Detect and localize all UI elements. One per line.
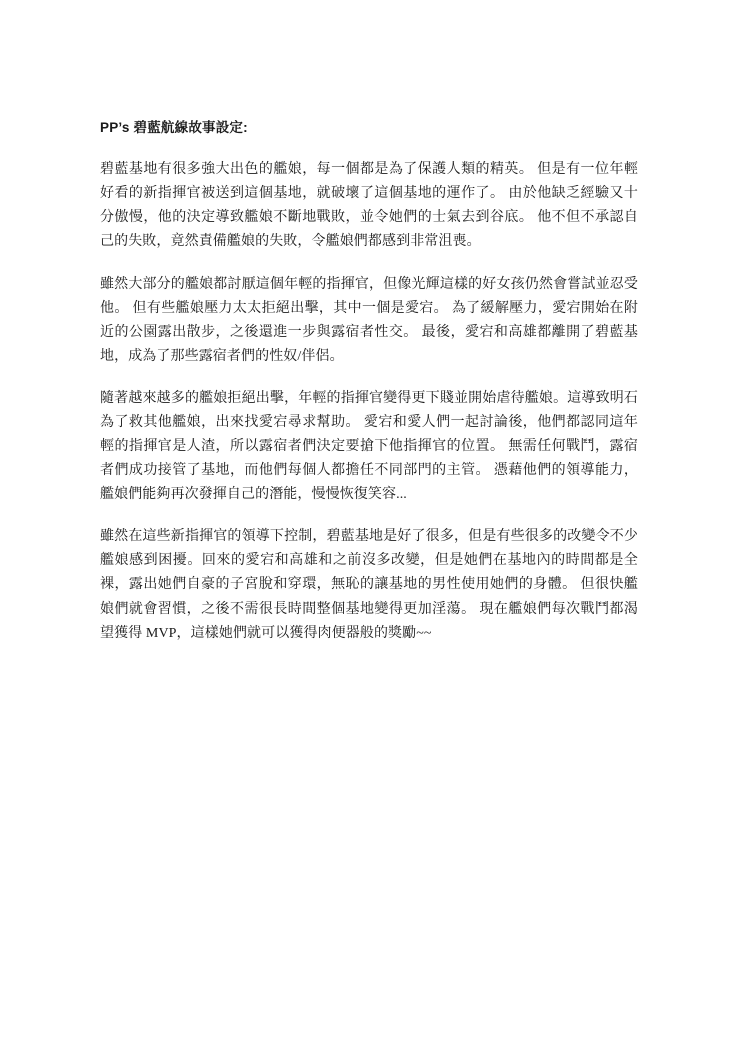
document-title: PP’s 碧藍航線故事設定: — [100, 120, 248, 135]
document-body — [100, 118, 638, 646]
paragraph-3: 隨著越來越多的艦娘拒絕出擊，年輕的指揮官變得更下賤並開始虐待艦娘。這導致明石為了救其他艦娘，出來找愛宕尋求幫助。 愛宕和愛人們一起討論後，他們都認同這年輕的指揮官是人渣，所以露宿者們決定要搶下他指揮官的位置。 無需任何戰鬥，露宿者們成功接管了基地，而他們每個人都擔任不同部門的主管。 憑藉他們的領導能力，艦娘們能夠再次發揮自己的潛能，慢慢恢復笑容... — [100, 390, 638, 503]
paragraph-4: 雖然在這些新指揮官的領導下控制，碧藍基地是好了很多，但是有些很多的改變令不少艦娘感到困擾。回來的愛宕和高雄和之前沒多改變，但是她們在基地內的時間都是全裸，露出她們自豪的子宮脫和穿環，無恥的讓基地的男性使用她們的身體。 但很快艦娘們就會習慣，之後不需很長時間整個基地變得更加淫蕩。 現在艦娘們每次戰鬥都渴望獲得 MVP，這樣她們就可以獲得肉便器般的獎勵~~ — [100, 529, 638, 641]
paragraph-1: 碧藍基地有很多強大出色的艦娘，每一個都是為了保護人類的精英。 但是有一位年輕好看的新指揮官被送到這個基地，就破壞了這個基地的運作了。 由於他缺乏經驗又十分傲慢，他的決定導致艦娘不斷地戰敗，並令她們的士氣去到谷底。 他不但不承認自己的失敗，竟然責備艦娘的失敗，令艦娘們都感到非常沮喪。 — [100, 162, 638, 250]
paragraph-2: 雖然大部分的艦娘都討厭這個年輕的指揮官，但像光輝這樣的好女孩仍然會嘗試並忍受他。 但有些艦娘壓力太太拒絕出擊，其中一個是愛宕。 為了緩解壓力，愛宕開始在附近的公園露出散步，之後還進一步與露宿者性交。 最後，愛宕和高雄都離開了碧藍基地，成為了那些露宿者們的性奴/伴侶。 — [100, 276, 638, 364]
